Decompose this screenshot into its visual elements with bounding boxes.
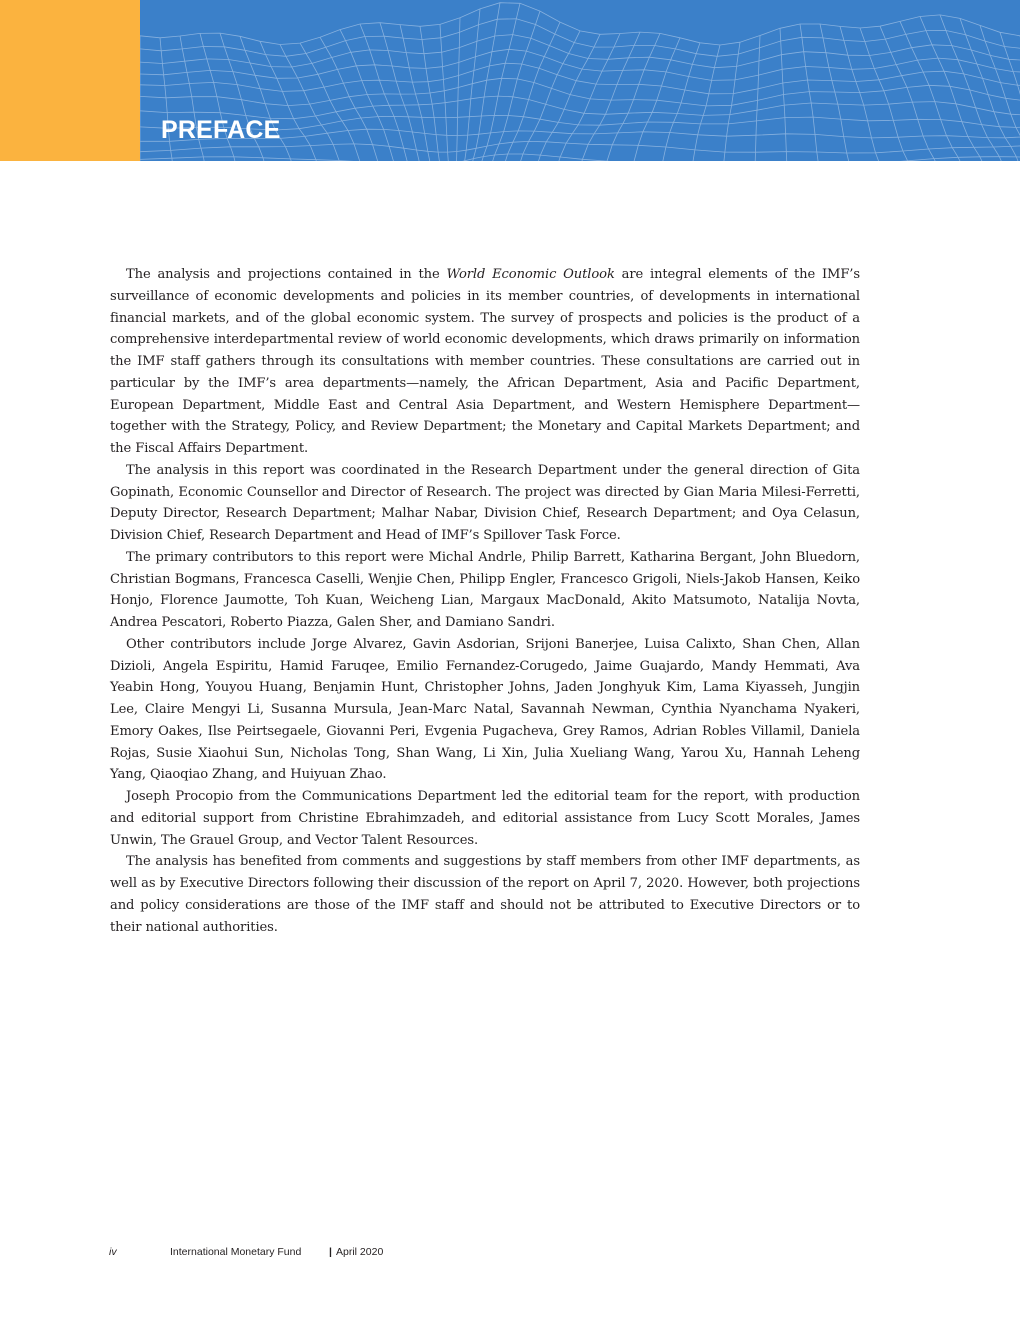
page-title: PREFACE xyxy=(161,116,281,144)
page-header xyxy=(0,0,1020,161)
page-number: iv xyxy=(109,1246,117,1258)
wireframe-line xyxy=(456,18,460,161)
wireframe-line xyxy=(722,42,740,161)
wireframe-line xyxy=(840,26,883,161)
wireframe-line xyxy=(880,26,939,161)
wireframe-line xyxy=(440,24,449,161)
body-text xyxy=(110,264,860,938)
wireframe-line xyxy=(463,9,480,161)
wireframe-line xyxy=(503,22,561,161)
paragraph-intro: The analysis and projections contained in the World Economic Outlook are integral elements of the IMF’s surveillance of economic developments and policies in its member countries, of developments in international financial markets, and of the global economic system. The survey of prospects and policies is the product of a comprehensive interdepartmental review of world economic developments, which draws primarily on information the IMF staff gathers through its consultations with member countries. These consultations are carried out in particular by the IMF’s area departments—namely, the African Department, Asia and Pacific Department, European Department, Middle East and Central Asia Department, and Western Hemisphere Department—together with the Strategy, Policy, and Review Department; the Monetary and Capital Markets Department; and the Fiscal Affairs Department. xyxy=(110,267,860,456)
footer-separator: | xyxy=(329,1246,332,1258)
wireframe-line xyxy=(900,21,964,161)
wireframe-line xyxy=(860,28,912,161)
wireframe-line xyxy=(554,34,620,162)
page-footer xyxy=(109,1246,509,1262)
wireframe-line xyxy=(980,25,1020,161)
footer-publisher: International Monetary Fund xyxy=(170,1246,302,1258)
wireframe-line xyxy=(140,154,1020,161)
footer-date: April 2020 xyxy=(336,1246,384,1258)
wireframe-line xyxy=(140,49,1020,80)
header-accent-block xyxy=(0,0,140,161)
wireframe-line xyxy=(480,3,520,161)
wireframe-line xyxy=(380,23,425,161)
wireframe-line xyxy=(658,43,700,161)
paragraph-other-contributors: Other contributors include Jorge Alvarez, Gavin Asdorian, Srijoni Banerjee, Luisa Calixto, Shan Chen, Allan Dizioli, Angela Espiritu, Hamid Faruqee, Emilio Fernandez-Corugedo, Jaime Guajardo, Mandy Hemmati, Ava Yeabin Hong, Youyou Huang, Benjamin Hunt, Christopher Johns, Jaden Jonghyuk Kim, Lama Kiyasseh, Jungjin Lee, Claire Mengyi Li, Susanna Mursula, Jean-Marc Natal, Savannah Newman, Cynthia Nyanchama Nyakeri, Emory Oakes, Ilse Peirtsegaele, Giovanni Peri, Evgenia Pugacheva, Grey Ramos, Adrian Robles Villamil, Daniela Rojas, Susie Xiaohui Sun, Nicholas Tong, Shan Wang, Li Xin, Julia Xueliang Wang, Yarou Xu, Hannah Leheng Yang, Qiaoqiao Zhang, and Huiyuan Zhao. xyxy=(110,636,860,783)
wireframe-line xyxy=(755,36,761,162)
wireframe-line xyxy=(280,45,345,162)
paragraph-editorial: Joseph Procopio from the Communications Department led the editorial team for the report, with production and editorial support from Christine Ebrahimzadeh, and editorial assistance from Lucy Scott Morales, James Unwin, The Grauel Group, and Vector Talent Resources. xyxy=(110,789,860,848)
paragraph-acknowledgements: The analysis has benefited from comments and suggestions by staff members from other IMF departments, as well as by Executive Directors following their discussion of the report on April 7, 2020. However, both projections and policy considerations are those of the IMF staff and should not be attributed to Executive Directors or to their national authorities. xyxy=(110,854,860,935)
wireframe-line xyxy=(1000,32,1020,161)
publication-title: World Economic Outlook xyxy=(446,267,615,282)
paragraph-primary-contributors: The primary contributors to this report were Michal Andrle, Philip Barrett, Katharina Bergant, John Bluedorn, Christian Bogmans, Francesca Caselli, Wenjie Chen, Philipp Engler, Francesco Grigoli, Niels-Jakob Hansen, Keiko Honjo, Florence Jaumotte, Toh Kuan, Weicheng Lian, Margaux MacDonald, Akito Matsumoto, Natalija Novta, Andrea Pescatori, Roberto Piazza, Galen Sher, and Damiano Sandri. xyxy=(110,549,860,630)
wireframe-line xyxy=(577,32,640,161)
wireframe-line xyxy=(140,35,1020,68)
paragraph-coordination: The analysis in this report was coordinated in the Research Department under the general direction of Gita Gopinath, Economic Counsellor and Director of Research. The project was directed by Gian Maria Milesi-Ferretti, Deputy Director, Research Department; Malhar Nabar, Division Chief, Research Department; and Oya Celasun, Division Chief, Research Department and Head of IMF’s Spillover Task Force. xyxy=(110,462,860,543)
wireframe-line xyxy=(689,45,720,161)
